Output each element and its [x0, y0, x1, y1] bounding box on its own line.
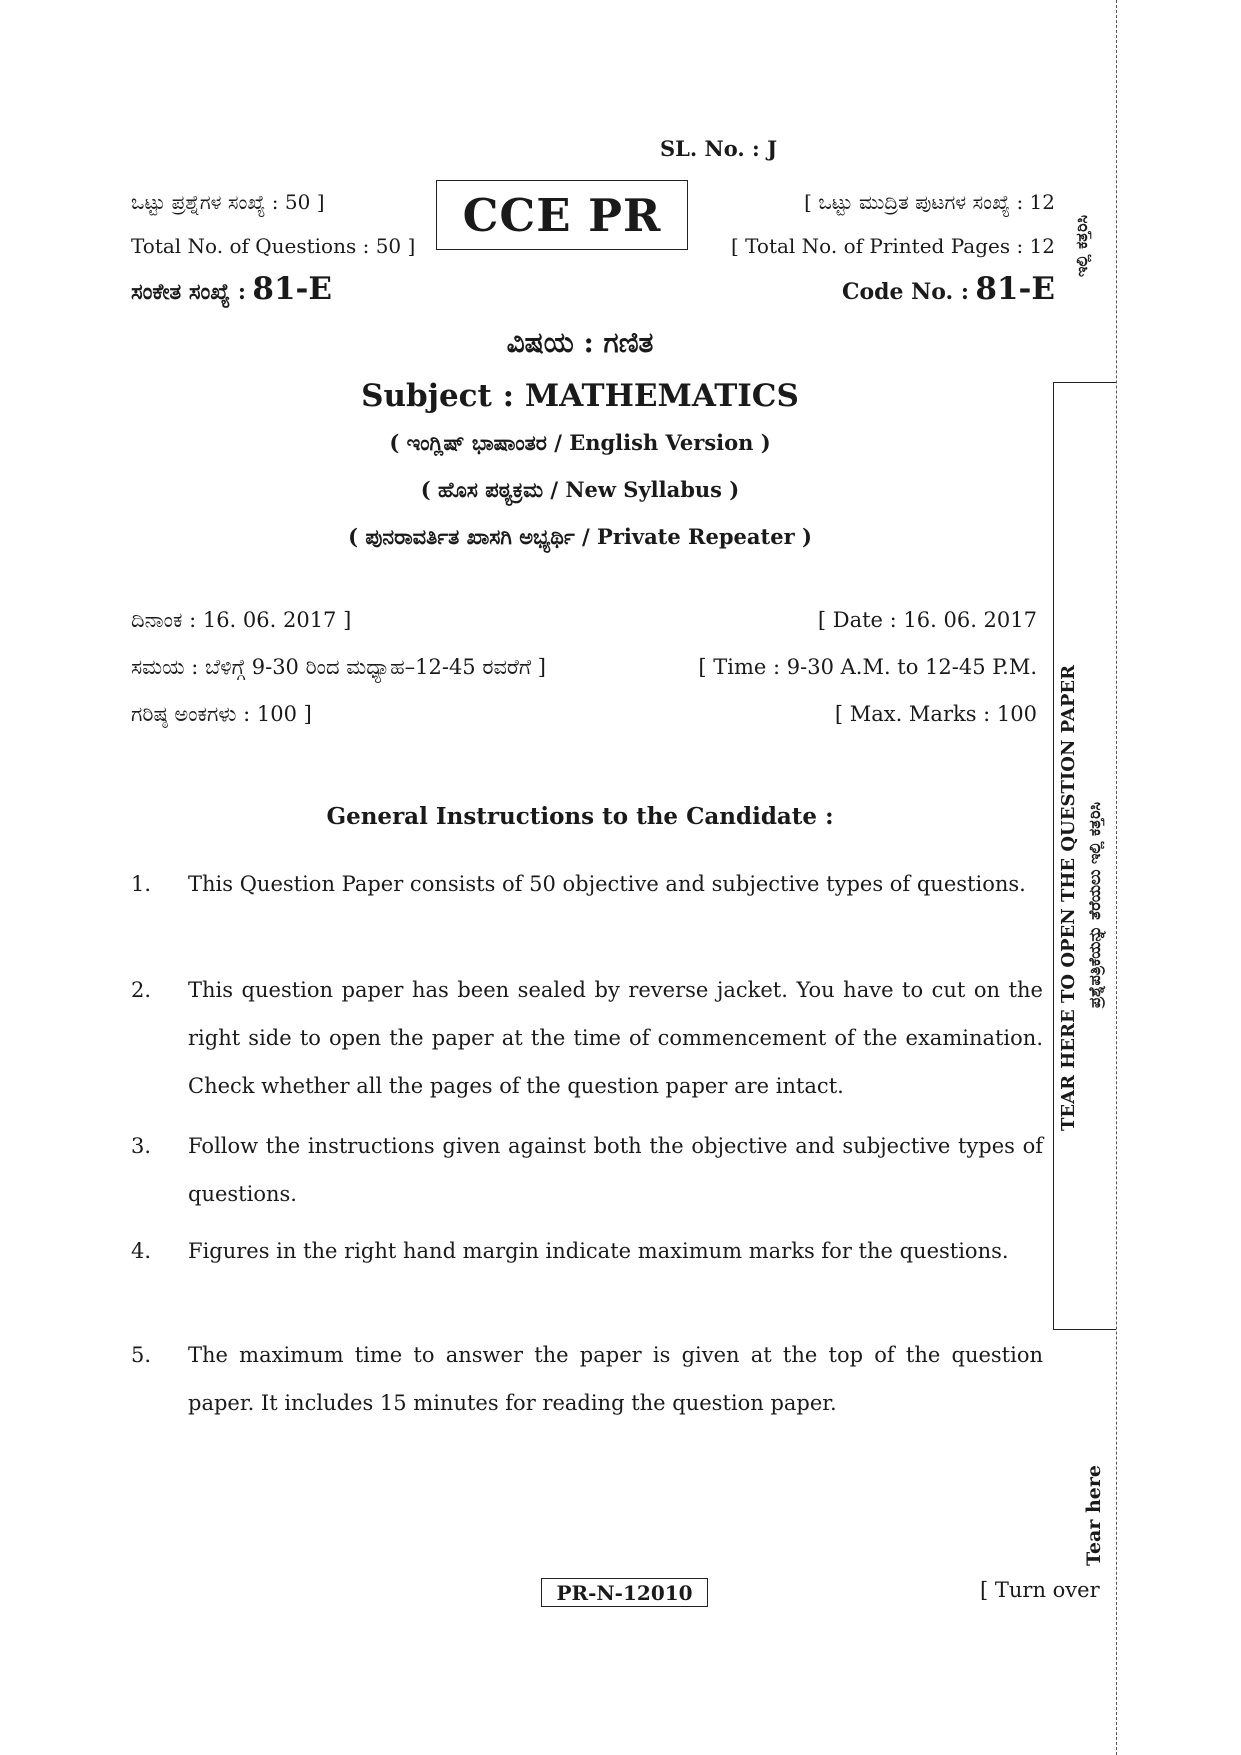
tear-here-english: TEAR HERE TO OPEN THE QUESTION PAPER	[1058, 664, 1079, 1132]
instruction-number: 3.	[131, 1134, 152, 1158]
code-kannada-label: ಸಂಕೇತ ಸಂಖ್ಯೆ :	[131, 279, 247, 305]
subject-english: Subject : MATHEMATICS	[361, 378, 799, 414]
instruction-number: 5.	[131, 1343, 152, 1367]
instruction-text: This Question Paper consists of 50 objective and subjective types of questions.	[188, 872, 1026, 896]
total-pages-kannada: [ ಒಟ್ಟು ಮುದ್ರಿತ ಪುಟಗಳ ಸಂಖ್ಯೆ : 12	[804, 190, 1055, 214]
date-kannada: ದಿನಾಂಕ : 16. 06. 2017 ]	[131, 608, 352, 632]
time-english: [ Time : 9-30 A.M. to 12-45 P.M.	[698, 655, 1037, 679]
total-pages-english: [ Total No. of Printed Pages : 12	[730, 234, 1055, 258]
marks-english: [ Max. Marks : 100	[834, 702, 1037, 726]
marks-row	[131, 702, 1037, 727]
turn-over: [ Turn over	[980, 1578, 1100, 1602]
code-english-value: 81-E	[975, 271, 1055, 307]
version-line: ( ಇಂಗ್ಲಿಷ್ ಭಾಷಾಂತರ / English Version )	[389, 430, 771, 455]
time-row	[131, 655, 1037, 680]
code-english	[842, 271, 1055, 307]
instruction-text: This question paper has been sealed by reverse jacket. You have to cut on the right side to open the paper at the time of commencement of the examination. Check whether all the pages of the question paper are intact.	[188, 978, 1043, 1098]
instruction-number: 1.	[131, 872, 152, 896]
code-kannada-value: 81-E	[252, 271, 333, 307]
cut-here-kannada-top: ಇಲ್ಲಿ ಕತ್ತರಿಸಿ	[1072, 214, 1091, 277]
code-kannada	[131, 271, 332, 307]
instruction-text: Follow the instructions given against both the objective and subjective types of questions.	[188, 1134, 1043, 1206]
instruction-item	[131, 966, 1043, 1110]
candidate-line: ( ಪುನರಾವರ್ತಿತ ಖಾಸಗಿ ಅಭ್ಯರ್ಥಿ / Private Repeater )	[348, 524, 812, 549]
instruction-number: 4.	[131, 1239, 152, 1263]
marks-kannada: ಗರಿಷ್ಠ ಅಂಕಗಳು : 100 ]	[131, 702, 312, 726]
serial-number: SL. No. : J	[660, 136, 778, 161]
instruction-item	[131, 1227, 1043, 1275]
subject-kannada: ವಿಷಯ : ಗಣಿತ	[506, 326, 654, 359]
instruction-item	[131, 1122, 1043, 1218]
instructions-title: General Instructions to the Candidate :	[326, 803, 834, 830]
instruction-item	[131, 1331, 1043, 1427]
instruction-text: The maximum time to answer the paper is given at the top of the question paper. It includes 15 minutes for reading the question paper.	[188, 1343, 1043, 1415]
total-questions-english: Total No. of Questions : 50 ]	[131, 234, 416, 258]
total-questions-kannada: ಒಟ್ಟು ಪ್ರಶ್ನೆಗಳ ಸಂಖ್ಯೆ : 50 ]	[131, 190, 325, 214]
exam-title-box: CCE PR	[436, 180, 688, 250]
paper-code-box: PR-N-12010	[541, 1578, 708, 1607]
code-english-label: Code No. :	[841, 279, 969, 305]
instruction-text: Figures in the right hand margin indicate maximum marks for the questions.	[188, 1239, 1009, 1263]
instruction-item	[131, 860, 1043, 908]
date-row	[131, 608, 1037, 633]
syllabus-line: ( ಹೊಸ ಪಠ್ಯಕ್ರಮ / New Syllabus )	[420, 477, 740, 502]
time-kannada: ಸಮಯ : ಬೆಳಿಗ್ಗೆ 9-30 ರಿಂದ ಮಧ್ಯಾಹ–12-45 ರವರೆಗೆ ]	[131, 655, 546, 679]
date-english: [ Date : 16. 06. 2017	[817, 608, 1037, 632]
tear-here-label: Tear here	[1083, 1465, 1105, 1567]
tear-dashed-line	[1116, 0, 1117, 1755]
tear-here-kannada: ಪ್ರಶ್ನೆಪತ್ರಿಕೆಯನ್ನು ತೆರೆಯಲು ಇಲ್ಲಿ ಕತ್ತರಿಸಿ	[1085, 801, 1104, 1009]
instruction-number: 2.	[131, 978, 152, 1002]
